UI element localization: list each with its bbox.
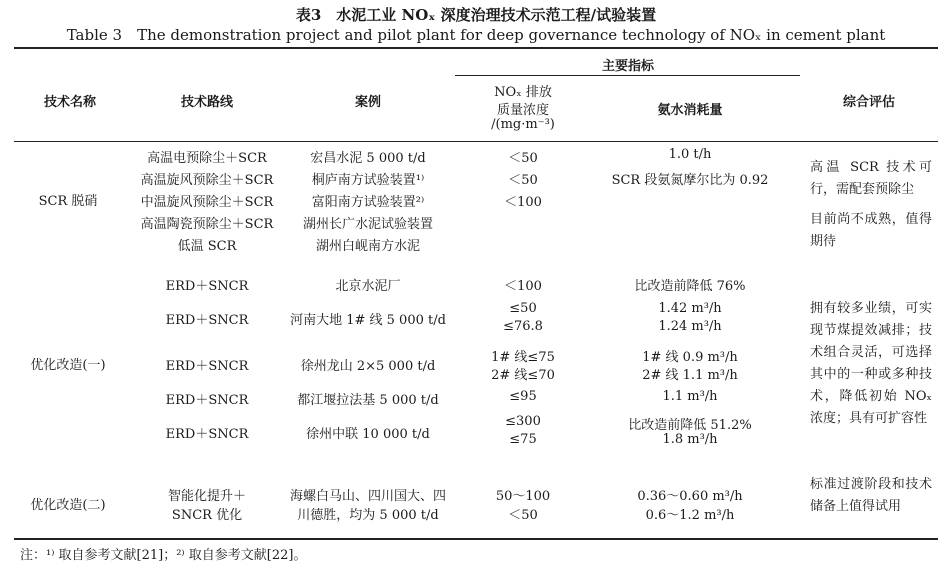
- table-title-en: Table 3 The demonstration project and pilot plant for deep governance technology of NOₓ in cement plant: [66, 26, 886, 44]
- case-cell: 宏昌水泥 5 000 t/d: [310, 151, 426, 166]
- ammonia-cell: SCR 段氨氮摩尔比为 0.92: [611, 173, 769, 188]
- group-name: SCR 脱硝: [38, 194, 98, 209]
- header-ammonia: 氨水消耗量: [657, 103, 723, 118]
- nox-cell: ＜100: [504, 195, 542, 210]
- nox-cell: ＜50: [508, 173, 538, 188]
- eval-cell: 高温 SCR 技术可行，需配套预除尘: [810, 160, 932, 197]
- route-cell: 智能化提升＋: [167, 489, 247, 504]
- bottom-rule: [14, 538, 938, 540]
- nox-cell: 50～100: [495, 489, 551, 504]
- header-case: 案例: [354, 95, 382, 110]
- nox-cell: ≤300: [505, 414, 541, 429]
- ammonia-cell: 1.42 m³/h: [658, 301, 722, 316]
- indicator-rule: [455, 75, 800, 76]
- case-cell: 北京水泥厂: [335, 279, 401, 294]
- route-cell: SNCR 优化: [171, 508, 243, 523]
- ammonia-cell: 比改造前降低 76%: [634, 279, 746, 294]
- nox-cell: ≤95: [509, 389, 537, 404]
- route-cell: ERD＋SNCR: [165, 393, 249, 408]
- ammonia-cell: 1.8 m³/h: [662, 432, 718, 447]
- group-name: 优化改造(一): [30, 358, 106, 373]
- eval-cell: 拥有较多业绩，可实现节煤提效减排；技术组合灵活，可选择其中的一种或多种技术，降低初始 NOₓ 浓度；具有可扩容性: [810, 301, 932, 426]
- ammonia-cell: 1.0 t/h: [668, 147, 712, 162]
- ammonia-cell: 1.24 m³/h: [658, 319, 722, 334]
- nox-cell: ＜50: [508, 508, 538, 523]
- ammonia-cell: 2# 线 1.1 m³/h: [642, 368, 738, 383]
- case-cell: 川德胜，均为 5 000 t/d: [297, 508, 439, 523]
- header-nox-line3: /(mg·m⁻³): [491, 117, 555, 132]
- route-cell: 中温旋风预除尘＋SCR: [140, 195, 274, 210]
- nox-cell: ≤75: [509, 432, 537, 447]
- header-rule: [14, 141, 938, 142]
- case-cell: 徐州中联 10 000 t/d: [306, 427, 430, 442]
- table-footnote: 注：¹⁾ 取自参考文献[21]；²⁾ 取自参考文献[22]。: [20, 548, 307, 563]
- nox-cell: ≤50: [509, 301, 537, 316]
- header-tech-name: 技术名称: [43, 95, 97, 110]
- top-rule: [14, 47, 938, 49]
- ammonia-cell: 0.36～0.60 m³/h: [637, 489, 743, 504]
- nox-cell: 1# 线≤75: [491, 350, 555, 365]
- case-cell: 海螺白马山、四川国大、四: [289, 489, 447, 504]
- nox-cell: ＜50: [508, 151, 538, 166]
- route-cell: 低温 SCR: [177, 239, 237, 254]
- header-nox-line1: NOₓ 排放: [494, 85, 552, 100]
- nox-cell: 2# 线≤70: [491, 368, 555, 383]
- case-cell: 桐庐南方试验装置¹⁾: [311, 173, 425, 188]
- header-eval: 综合评估: [842, 95, 896, 110]
- case-cell: 湖州长广水泥试验装置: [302, 217, 434, 232]
- case-cell: 都江堰拉法基 5 000 t/d: [297, 393, 439, 408]
- route-cell: ERD＋SNCR: [165, 313, 249, 328]
- eval-cell: 标准过渡阶段和技术储备上值得试用: [810, 477, 932, 514]
- header-route: 技术路线: [180, 95, 234, 110]
- route-cell: 高温旋风预除尘＋SCR: [140, 173, 274, 188]
- route-cell: ERD＋SNCR: [165, 359, 249, 374]
- case-cell: 湖州白岘南方水泥: [315, 239, 421, 254]
- header-main-indicators: 主要指标: [601, 59, 655, 74]
- ammonia-cell: 1# 线 0.9 m³/h: [642, 350, 738, 365]
- table-title-cn: 表3 水泥工业 NOₓ 深度治理技术示范工程/试验装置: [295, 6, 657, 24]
- route-cell: ERD＋SNCR: [165, 427, 249, 442]
- route-cell: 高温陶瓷预除尘＋SCR: [140, 217, 274, 232]
- nox-cell: ＜100: [504, 279, 542, 294]
- group-name: 优化改造(二): [30, 498, 106, 513]
- ammonia-cell: 1.1 m³/h: [662, 389, 718, 404]
- nox-cell: ≤76.8: [503, 319, 543, 334]
- route-cell: 高温电预除尘＋SCR: [147, 151, 267, 166]
- eval-cell: 目前尚不成熟，值得期待: [810, 212, 932, 249]
- header-nox-line2: 质量浓度: [496, 103, 550, 118]
- ammonia-cell: 0.6～1.2 m³/h: [645, 508, 735, 523]
- route-cell: ERD＋SNCR: [165, 279, 249, 294]
- case-cell: 河南大地 1# 线 5 000 t/d: [290, 313, 446, 328]
- case-cell: 富阳南方试验装置²⁾: [311, 195, 425, 210]
- ammonia-cell: 比改造前降低 51.2%: [628, 418, 752, 433]
- case-cell: 徐州龙山 2×5 000 t/d: [300, 359, 436, 374]
